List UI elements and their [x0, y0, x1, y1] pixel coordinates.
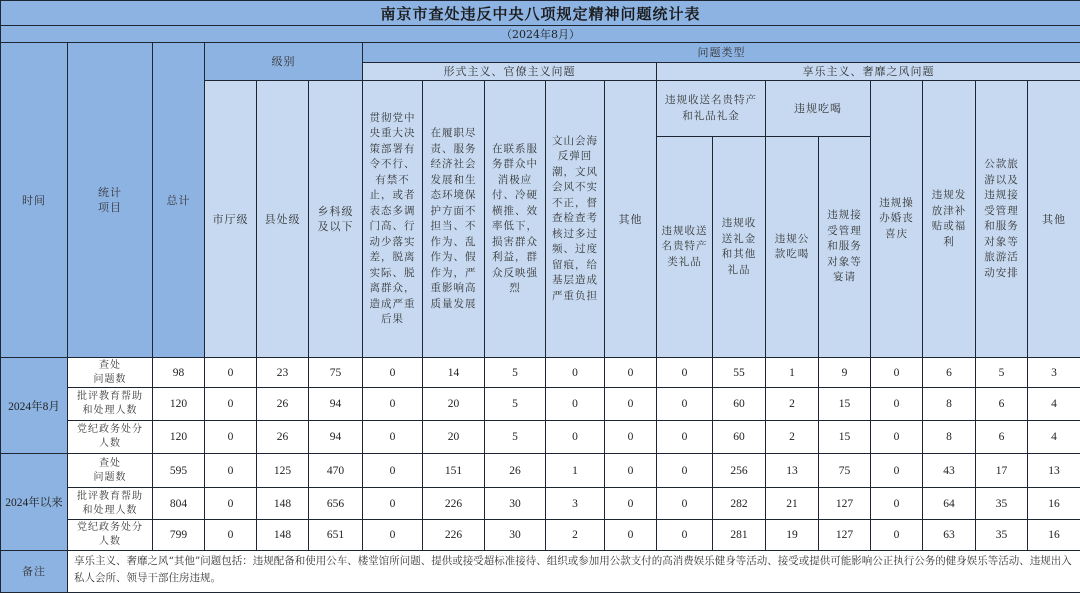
cell-value: 13	[1028, 454, 1080, 488]
header-gift-specialty: 违规收送名贵特产类礼品	[657, 137, 713, 358]
cell-value: 16	[1028, 488, 1080, 520]
cell-value: 0	[871, 421, 923, 454]
cell-value: 0	[657, 454, 713, 488]
cell-value: 1	[546, 454, 605, 488]
cell-value: 4	[1028, 421, 1080, 454]
row-item-label: 批评教育帮助 和处理人数	[68, 488, 153, 520]
cell-value: 148	[257, 520, 309, 551]
cell-value: 20	[423, 421, 485, 454]
header-hedonism-other: 其他	[1028, 81, 1080, 358]
row-item-label: 党纪政务处分 人数	[68, 520, 153, 551]
cell-value: 0	[871, 358, 923, 388]
cell-value: 0	[605, 520, 657, 551]
cell-value: 0	[205, 388, 257, 421]
cell-value: 282	[713, 488, 766, 520]
header-formalism-1: 贯彻党中央重大决策部署有令不行、有禁不止，或者表态多调门高、行动少落实差，脱离实际、脱离群众，造成严重后果	[363, 81, 423, 358]
cell-value: 120	[153, 388, 205, 421]
header-time: 时间	[1, 43, 68, 358]
cell-value: 470	[309, 454, 363, 488]
cell-value: 19	[766, 520, 819, 551]
cell-value: 6	[923, 358, 976, 388]
cell-value: 0	[605, 358, 657, 388]
cell-value: 120	[153, 421, 205, 454]
header-travel: 公款旅游以及违规接受管理和服务对象等旅游活动安排	[976, 81, 1028, 358]
cell-value: 26	[257, 421, 309, 454]
cell-value: 0	[605, 388, 657, 421]
cell-value: 2	[546, 520, 605, 551]
cell-value: 63	[923, 520, 976, 551]
header-weddings-funerals: 违规操办婚丧喜庆	[871, 81, 923, 358]
header-total: 总计	[153, 43, 205, 358]
note-label: 备注	[1, 551, 68, 593]
cell-value: 0	[871, 454, 923, 488]
table-title: 南京市查处违反中央八项规定精神问题统计表	[1, 1, 1080, 26]
cell-value: 0	[657, 488, 713, 520]
cell-value: 15	[819, 421, 871, 454]
cell-value: 0	[363, 520, 423, 551]
cell-value: 0	[205, 421, 257, 454]
cell-value: 5	[485, 358, 546, 388]
header-gift-money: 违规收送礼金和其他礼品	[713, 137, 766, 358]
cell-value: 0	[605, 454, 657, 488]
cell-value: 0	[363, 358, 423, 388]
cell-value: 656	[309, 488, 363, 520]
header-level-township: 乡科级及以下	[309, 81, 363, 358]
row-item-label: 查处 问题数	[68, 358, 153, 388]
cell-value: 281	[713, 520, 766, 551]
header-dining-public: 违规公款吃喝	[766, 137, 819, 358]
header-level-county: 县处级	[257, 81, 309, 358]
table-row	[1, 488, 1080, 520]
cell-value: 26	[257, 388, 309, 421]
cell-value: 127	[819, 488, 871, 520]
cell-value: 3	[1028, 358, 1080, 388]
cell-value: 0	[605, 421, 657, 454]
cell-value: 9	[819, 358, 871, 388]
cell-value: 5	[976, 358, 1028, 388]
cell-value: 16	[1028, 520, 1080, 551]
header-level-city: 市厅级	[205, 81, 257, 358]
cell-value: 2	[766, 388, 819, 421]
time-group-cell: 2024年以来	[1, 454, 68, 551]
row-item-label: 查处 问题数	[68, 454, 153, 488]
cell-value: 0	[363, 454, 423, 488]
table-row	[1, 454, 1080, 488]
cell-value: 60	[713, 421, 766, 454]
cell-value: 6	[976, 421, 1028, 454]
time-group-cell: 2024年8月	[1, 358, 68, 454]
cell-value: 20	[423, 388, 485, 421]
cell-value: 0	[657, 388, 713, 421]
header-dining-banquet: 违规接受管理和服务对象等宴请	[819, 137, 871, 358]
header-item: 统计项目	[68, 43, 153, 358]
cell-value: 75	[309, 358, 363, 388]
cell-value: 98	[153, 358, 205, 388]
cell-value: 0	[546, 421, 605, 454]
cell-value: 26	[485, 454, 546, 488]
cell-value: 8	[923, 421, 976, 454]
cell-value: 125	[257, 454, 309, 488]
cell-value: 5	[485, 421, 546, 454]
cell-value: 0	[871, 388, 923, 421]
cell-value: 0	[657, 358, 713, 388]
cell-value: 0	[363, 388, 423, 421]
header-hedonism-group: 享乐主义、奢靡之风问题	[657, 63, 1080, 81]
cell-value: 64	[923, 488, 976, 520]
table-subtitle: （2024年8月）	[1, 26, 1080, 43]
header-formalism-2: 在履职尽责、服务经济社会发展和生态环境保护方面不担当、不作为、乱作为、假作为，严重影响高质量发展	[423, 81, 485, 358]
cell-value: 0	[205, 358, 257, 388]
cell-value: 651	[309, 520, 363, 551]
cell-value: 0	[546, 388, 605, 421]
header-problem-type: 问题类型	[363, 43, 1080, 63]
cell-value: 0	[871, 488, 923, 520]
cell-value: 0	[871, 520, 923, 551]
header-formalism-4: 文山会海反弹回潮，文风会风不实不正，督查检查考核过多过频、过度留痕，给基层造成严重负担	[546, 81, 605, 358]
cell-value: 226	[423, 488, 485, 520]
cell-value: 35	[976, 520, 1028, 551]
cell-value: 35	[976, 488, 1028, 520]
cell-value: 94	[309, 388, 363, 421]
table-row	[1, 388, 1080, 421]
cell-value: 151	[423, 454, 485, 488]
cell-value: 23	[257, 358, 309, 388]
row-item-label: 批评教育帮助 和处理人数	[68, 388, 153, 421]
header-allowances: 违规发放津补贴或福利	[923, 81, 976, 358]
cell-value: 0	[657, 520, 713, 551]
cell-value: 4	[1028, 388, 1080, 421]
cell-value: 804	[153, 488, 205, 520]
cell-value: 0	[363, 421, 423, 454]
cell-value: 30	[485, 520, 546, 551]
cell-value: 94	[309, 421, 363, 454]
header-formalism-3: 在联系服务群众中消极应付、冷硬横推、效率低下，损害群众利益，群众反映强烈	[485, 81, 546, 358]
cell-value: 226	[423, 520, 485, 551]
header-formalism-group: 形式主义、官僚主义问题	[363, 63, 657, 81]
cell-value: 127	[819, 520, 871, 551]
cell-value: 0	[363, 488, 423, 520]
cell-value: 21	[766, 488, 819, 520]
cell-value: 256	[713, 454, 766, 488]
cell-value: 0	[205, 454, 257, 488]
cell-value: 0	[205, 520, 257, 551]
cell-value: 0	[605, 488, 657, 520]
cell-value: 148	[257, 488, 309, 520]
cell-value: 0	[546, 358, 605, 388]
cell-value: 0	[657, 421, 713, 454]
cell-value: 60	[713, 388, 766, 421]
cell-value: 14	[423, 358, 485, 388]
cell-value: 799	[153, 520, 205, 551]
cell-value: 595	[153, 454, 205, 488]
cell-value: 43	[923, 454, 976, 488]
cell-value: 5	[485, 388, 546, 421]
cell-value: 30	[485, 488, 546, 520]
cell-value: 0	[205, 488, 257, 520]
cell-value: 15	[819, 388, 871, 421]
cell-value: 17	[976, 454, 1028, 488]
cell-value: 6	[976, 388, 1028, 421]
header-dining-group: 违规吃喝	[766, 81, 871, 137]
table-row	[1, 520, 1080, 551]
cell-value: 55	[713, 358, 766, 388]
header-gift-group: 违规收送名贵特产和礼品礼金	[657, 81, 766, 137]
header-level-group: 级别	[205, 43, 363, 81]
note-text: 享乐主义、奢靡之风“其他”问题包括：违规配备和使用公车、楼堂馆所问题、提供或接受超标准接待、组织或参加用公款支付的高消费娱乐健身等活动、接受或提供可能影响公正执行公务的健身娱乐等活动、违规出入私人会所、领导干部住房违规。	[68, 551, 1080, 593]
table-row	[1, 358, 1080, 388]
cell-value: 13	[766, 454, 819, 488]
cell-value: 75	[819, 454, 871, 488]
cell-value: 2	[766, 421, 819, 454]
cell-value: 8	[923, 388, 976, 421]
table-row	[1, 421, 1080, 454]
cell-value: 1	[766, 358, 819, 388]
cell-value: 3	[546, 488, 605, 520]
header-formalism-other: 其他	[605, 81, 657, 358]
row-item-label: 党纪政务处分 人数	[68, 421, 153, 454]
